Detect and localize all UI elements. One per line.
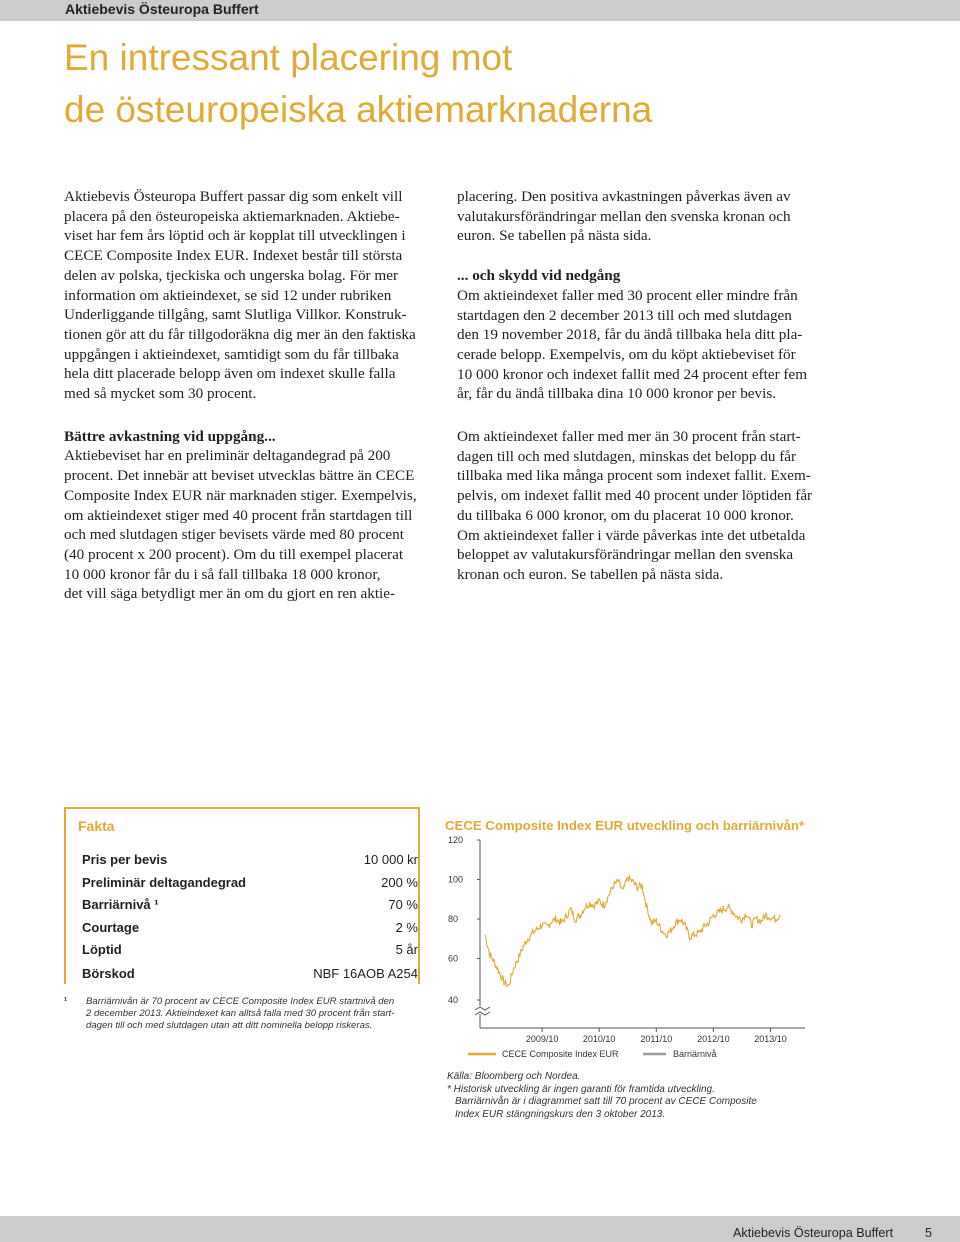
text-line: kronan och euron. Se tabellen på nästa sida.	[457, 565, 724, 583]
page-title-line-2: de östeuropeiska aktiemarknaderna	[64, 89, 653, 130]
y-tick-label: 100	[448, 874, 464, 885]
fact-value: 70 %	[388, 897, 418, 912]
fact-value: NBF 16AOB A254	[313, 966, 418, 981]
fact-label: Börskod	[82, 966, 135, 981]
fact-row-courtage	[82, 920, 418, 938]
text-line: Aktiebeviset har en preliminär deltagandegrad på 200	[64, 447, 391, 465]
text-line: tillbaka med lika många procent som indexet fallit. Exem-	[457, 467, 811, 485]
text-line: dagen till och med slutdagen utan att ditt nominella belopp riskeras.	[86, 1020, 373, 1032]
legend-label-barrier: Barriärnivå	[673, 1049, 717, 1059]
text-line: information om aktieindexet, se sid 12 under rubriken	[64, 286, 392, 304]
fact-footnote	[64, 996, 420, 1033]
y-tick-label: 80	[448, 914, 459, 924]
text-line: det vill säga betydligt mer än om du gjort en ren aktie-	[64, 585, 396, 603]
text-line: hela ditt placerade belopp även om indexet skulle falla	[64, 365, 396, 383]
text-line: Composite Index EUR när marknaden stiger. Exempelvis,	[64, 486, 417, 504]
section-heading-uppgang: Bättre avkastning vid uppgång...	[64, 427, 276, 445]
text-line: cerade belopp. Exempelvis, om du köpt aktiebeviset för	[457, 345, 796, 363]
page-number: 5	[925, 1226, 933, 1240]
text-line: (40 procent x 200 procent). Om du till exempel placerat	[64, 545, 404, 563]
y-tick-label: 60	[448, 953, 459, 964]
text-line: Om aktieindexet faller med mer än 30 procent från start-	[457, 428, 801, 446]
text-line: 10 000 kronor får du i så fall tillbaka 18 000 kronor,	[64, 565, 381, 583]
fact-box	[64, 807, 420, 984]
text-line: delen av polska, tjeckiska och ungerska bolag. För mer	[64, 266, 399, 284]
chart-ticks-group	[448, 835, 787, 1044]
chart-note-line: Index EUR stängningskurs den 3 oktober 2013.	[455, 1108, 666, 1120]
fact-label: Preliminär deltagandegrad	[82, 875, 246, 890]
page-title-line-1: En intressant placering mot	[64, 37, 513, 78]
continued-paragraph	[457, 187, 825, 246]
section-heading-nedgang: ... och skydd vid nedgång	[457, 267, 621, 285]
chart-legend	[468, 1049, 717, 1059]
fact-label: Barriärnivå ¹	[82, 897, 159, 912]
x-tick-label: 2009/10	[525, 1034, 559, 1044]
page-title	[64, 32, 924, 136]
text-line: placera på den östeuropeiska aktiemarknaden. Aktiebe-	[64, 207, 400, 225]
y-tick-label: 120	[448, 835, 464, 845]
left-column	[64, 187, 426, 604]
header-label: Aktiebevis Östeuropa Buffert	[65, 1, 259, 17]
chart-disclaimer: * Historisk utveckling är ingen garanti för framtida utveckling.	[447, 1083, 715, 1095]
footnote-text	[64, 996, 420, 1033]
footnote-mark: ¹	[64, 996, 68, 1007]
text-line: dagen till och med slutdagen, minskas det belopp du får	[457, 447, 797, 465]
text-line: valutakursförändringar mellan den svenska kronan och	[457, 207, 791, 225]
chart-title: CECE Composite Index EUR utveckling och barriärnivån*	[445, 818, 805, 833]
fact-row-price	[82, 852, 418, 870]
y-tick-label: 40	[448, 995, 459, 1005]
chart-note-line: Barriärnivån är i diagrammet satt till 70 procent av CECE Composite	[455, 1096, 757, 1108]
x-tick-label: 2011/10	[640, 1034, 673, 1044]
uppgang-paragraph	[64, 446, 426, 604]
chart-lines-group	[485, 875, 780, 987]
text-line: du tillbaka 6 000 kronor, om du placerat 10 000 kronor.	[457, 506, 794, 524]
text-line: Om aktieindexet faller i värde påverkas inte det utbetalda	[457, 526, 806, 544]
text-line: Underliggande tillgång, samt Slutliga Villkor. Konstruk-	[64, 306, 407, 324]
text-line: med så mycket som 30 procent.	[64, 385, 257, 403]
fact-value: 200 %	[381, 875, 418, 890]
fact-label: Löptid	[82, 942, 122, 957]
fact-value: 10 000 kr	[363, 852, 418, 867]
right-column	[457, 187, 825, 585]
fact-label: Pris per bevis	[82, 852, 168, 867]
text-line: om aktieindexet stiger med 40 procent från startdagen till	[64, 506, 413, 524]
fact-row-duration	[82, 942, 418, 960]
nedgang-paragraph-1	[457, 286, 825, 404]
chart-source: Källa: Bloomberg och Nordea.	[447, 1071, 581, 1082]
intro-paragraph	[64, 187, 426, 404]
text-line: 2 december 2013. Aktieindexet kan alltså falla med 30 procent från start-	[86, 1008, 395, 1020]
text-line: år, får du ändå tillbaka dina 10 000 kronor per bevis.	[457, 385, 777, 403]
text-line: euron. Se tabellen på nästa sida.	[457, 227, 652, 245]
text-line: och med slutdagen stiger bevisets värde med 80 procent	[64, 526, 404, 544]
text-line: Barriärnivån är 70 procent av CECE Composite Index EUR startnivå den	[86, 996, 395, 1007]
chart	[430, 830, 810, 1070]
fact-row-barrier	[82, 897, 418, 915]
text-line: pelvis, om indexet fallit med 40 procent under löptiden får	[457, 487, 813, 505]
footer-label: Aktiebevis Östeuropa Buffert	[733, 1226, 894, 1240]
x-tick-label: 2013/10	[754, 1034, 787, 1044]
chart-notes	[447, 1071, 787, 1121]
text-line: den 19 november 2018, får du ändå tillbaka hela ditt pla-	[457, 326, 803, 344]
text-line: viset har fem års löptid och är kopplat till utvecklingen i	[64, 227, 406, 245]
text-line: Om aktieindexet faller med 30 procent eller mindre från	[457, 286, 798, 304]
fact-row-participation	[82, 875, 418, 893]
axis-break-mark	[475, 1007, 490, 1015]
fact-value: 5 år	[395, 942, 418, 957]
fact-label: Courtage	[82, 920, 140, 935]
fact-value: 2 %	[395, 920, 418, 935]
fact-box-title: Fakta	[78, 818, 115, 834]
text-line: placering. Den positiva avkastningen påverkas även av	[457, 188, 791, 205]
chart-axis-group	[475, 840, 805, 1028]
text-line: CECE Composite Index EUR. Indexet består till största	[64, 247, 403, 265]
text-line: tionen gör att du får tillgodoräkna dig mer än den faktiska	[64, 325, 416, 343]
text-line: beloppet av valutakursförändringar mellan den svenska	[457, 546, 794, 564]
text-line: Aktiebevis Östeuropa Buffert passar dig som enkelt vill	[64, 188, 403, 205]
x-tick-label: 2010/10	[582, 1034, 616, 1044]
text-line: uppgången i aktieindexet, samtidigt som du får tillbaka	[64, 345, 399, 363]
text-line: procent. Det innebär att beviset utvecklas bättre än CECE	[64, 467, 415, 485]
text-line: startdagen den 2 december 2013 till och med slutdagen	[457, 306, 792, 324]
fact-row-ticker	[82, 966, 418, 984]
x-tick-label: 2012/10	[697, 1034, 730, 1044]
legend-label-cece: CECE Composite Index EUR	[502, 1049, 619, 1059]
nedgang-paragraph-2	[457, 427, 825, 585]
series-line-cece	[485, 875, 780, 987]
text-line: 10 000 kronor och indexet fallit med 24 procent efter fem	[457, 365, 808, 383]
